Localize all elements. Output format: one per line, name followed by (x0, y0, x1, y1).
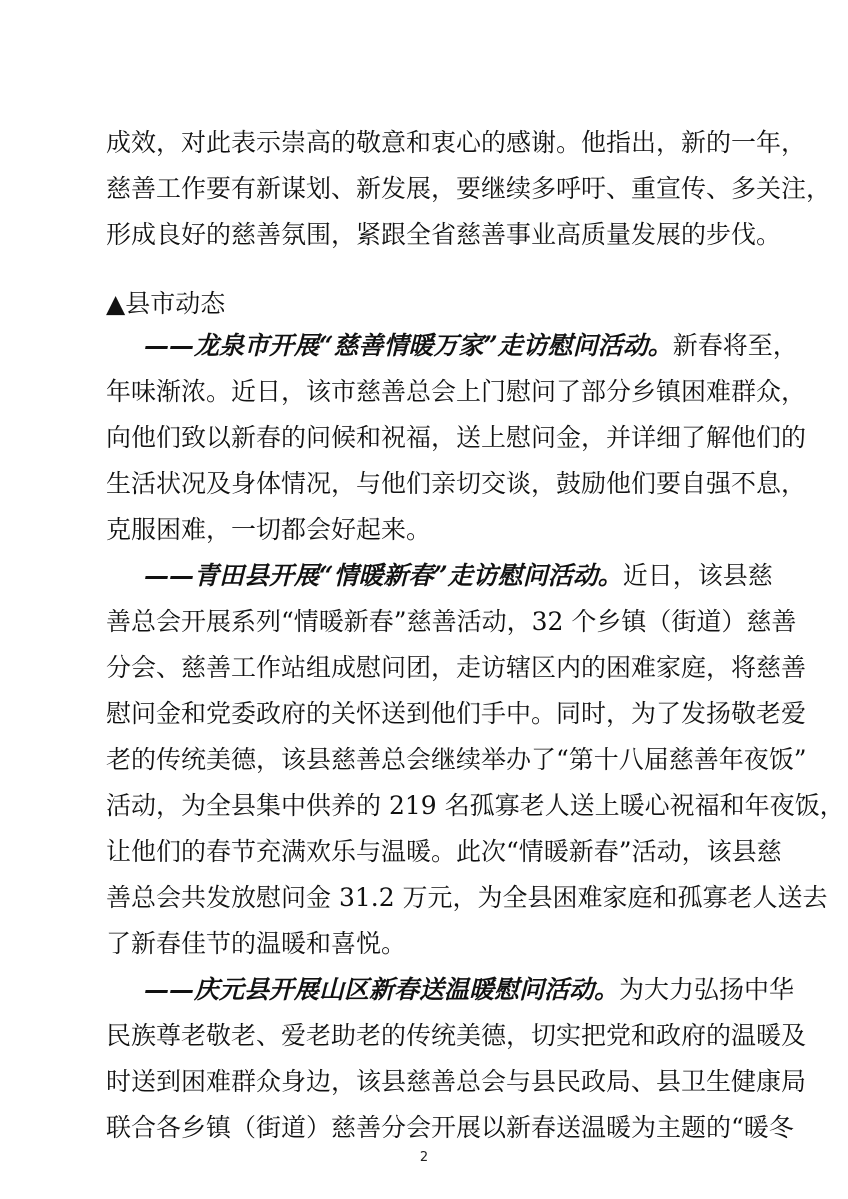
item-1-line-4: 生活状况及身体情况，与他们亲切交谈，鼓励他们要自强不息， (106, 469, 807, 498)
item-2-line-8: 善总会共发放慰问金 31.2 万元，为全县困难家庭和孤寡老人送去 (106, 883, 828, 912)
item-2-first-line (144, 554, 773, 598)
intro-line-1: 成效，对此表示崇高的敬意和衷心的感谢。他指出，新的一年， (106, 128, 807, 157)
item-2-line-2: 善总会开展系列“情暖新春”慈善活动，32 个乡镇（街道）慈善 (106, 607, 797, 636)
item-1-line-3: 向他们致以新春的问候和祝福，送上慰问金，并详细了解他们的 (106, 423, 807, 452)
item-2-line-3: 分会、慈善工作站组成慰问团，走访辖区内的困难家庭，将慈善 (106, 653, 807, 682)
item-3-line-4: 联合各乡镇（街道）慈善分会开展以新春送温暖为主题的“暖冬 (106, 1113, 794, 1142)
item-3-line-3: 时送到困难群众身边，该县慈善总会与县民政局、县卫生健康局 (106, 1067, 807, 1096)
item-1-line-2: 年味渐浓。近日，该市慈善总会上门慰问了部分乡镇困难群众， (106, 377, 807, 406)
item-1-first-line (144, 324, 798, 368)
item-2-first-rest: 近日，该县慈 (622, 561, 773, 590)
section-heading: ▲县市动态 (106, 289, 226, 318)
item-2-line-5: 老的传统美德，该县慈善总会继续举办了“第十八届慈善年夜饭” (106, 745, 807, 774)
item-2-lead: ——青田县开展“情暖新春”走访慰问活动。 (144, 561, 623, 590)
intro-line-3: 形成良好的慈善氛围，紧跟全省慈善事业高质量发展的步伐。 (106, 220, 782, 249)
item-1-line-5: 克服困难，一切都会好起来。 (106, 515, 432, 544)
item-2-line-6: 活动，为全县集中供养的 219 名孤寡老人送上暖心祝福和年夜饭， (106, 791, 845, 820)
item-1-lead: ——龙泉市开展“慈善情暖万家”走访慰问活动。 (144, 331, 673, 360)
item-3-first-line (144, 968, 795, 1012)
item-2-line-7: 让他们的春节充满欢乐与温暖。此次“情暖新春”活动，该县慈 (106, 837, 782, 866)
item-2-line-4: 慰问金和党委政府的关怀送到他们手中。同时，为了发扬敬老爱 (106, 699, 807, 728)
intro-line-2: 慈善工作要有新谋划、新发展，要继续多呼吁、重宣传、多关注， (106, 174, 832, 203)
item-3-first-rest: 为大力弘扬中华 (619, 975, 795, 1004)
item-2-line-9: 了新春佳节的温暖和喜悦。 (106, 929, 407, 958)
item-1-first-rest: 新春将至， (672, 331, 798, 360)
page-number: 2 (419, 1150, 429, 1165)
item-3-lead: ——庆元县开展山区新春送温暖慰问活动。 (144, 975, 620, 1004)
item-3-line-2: 民族尊老敬老、爱老助老的传统美德，切实把党和政府的温暖及 (106, 1021, 807, 1050)
